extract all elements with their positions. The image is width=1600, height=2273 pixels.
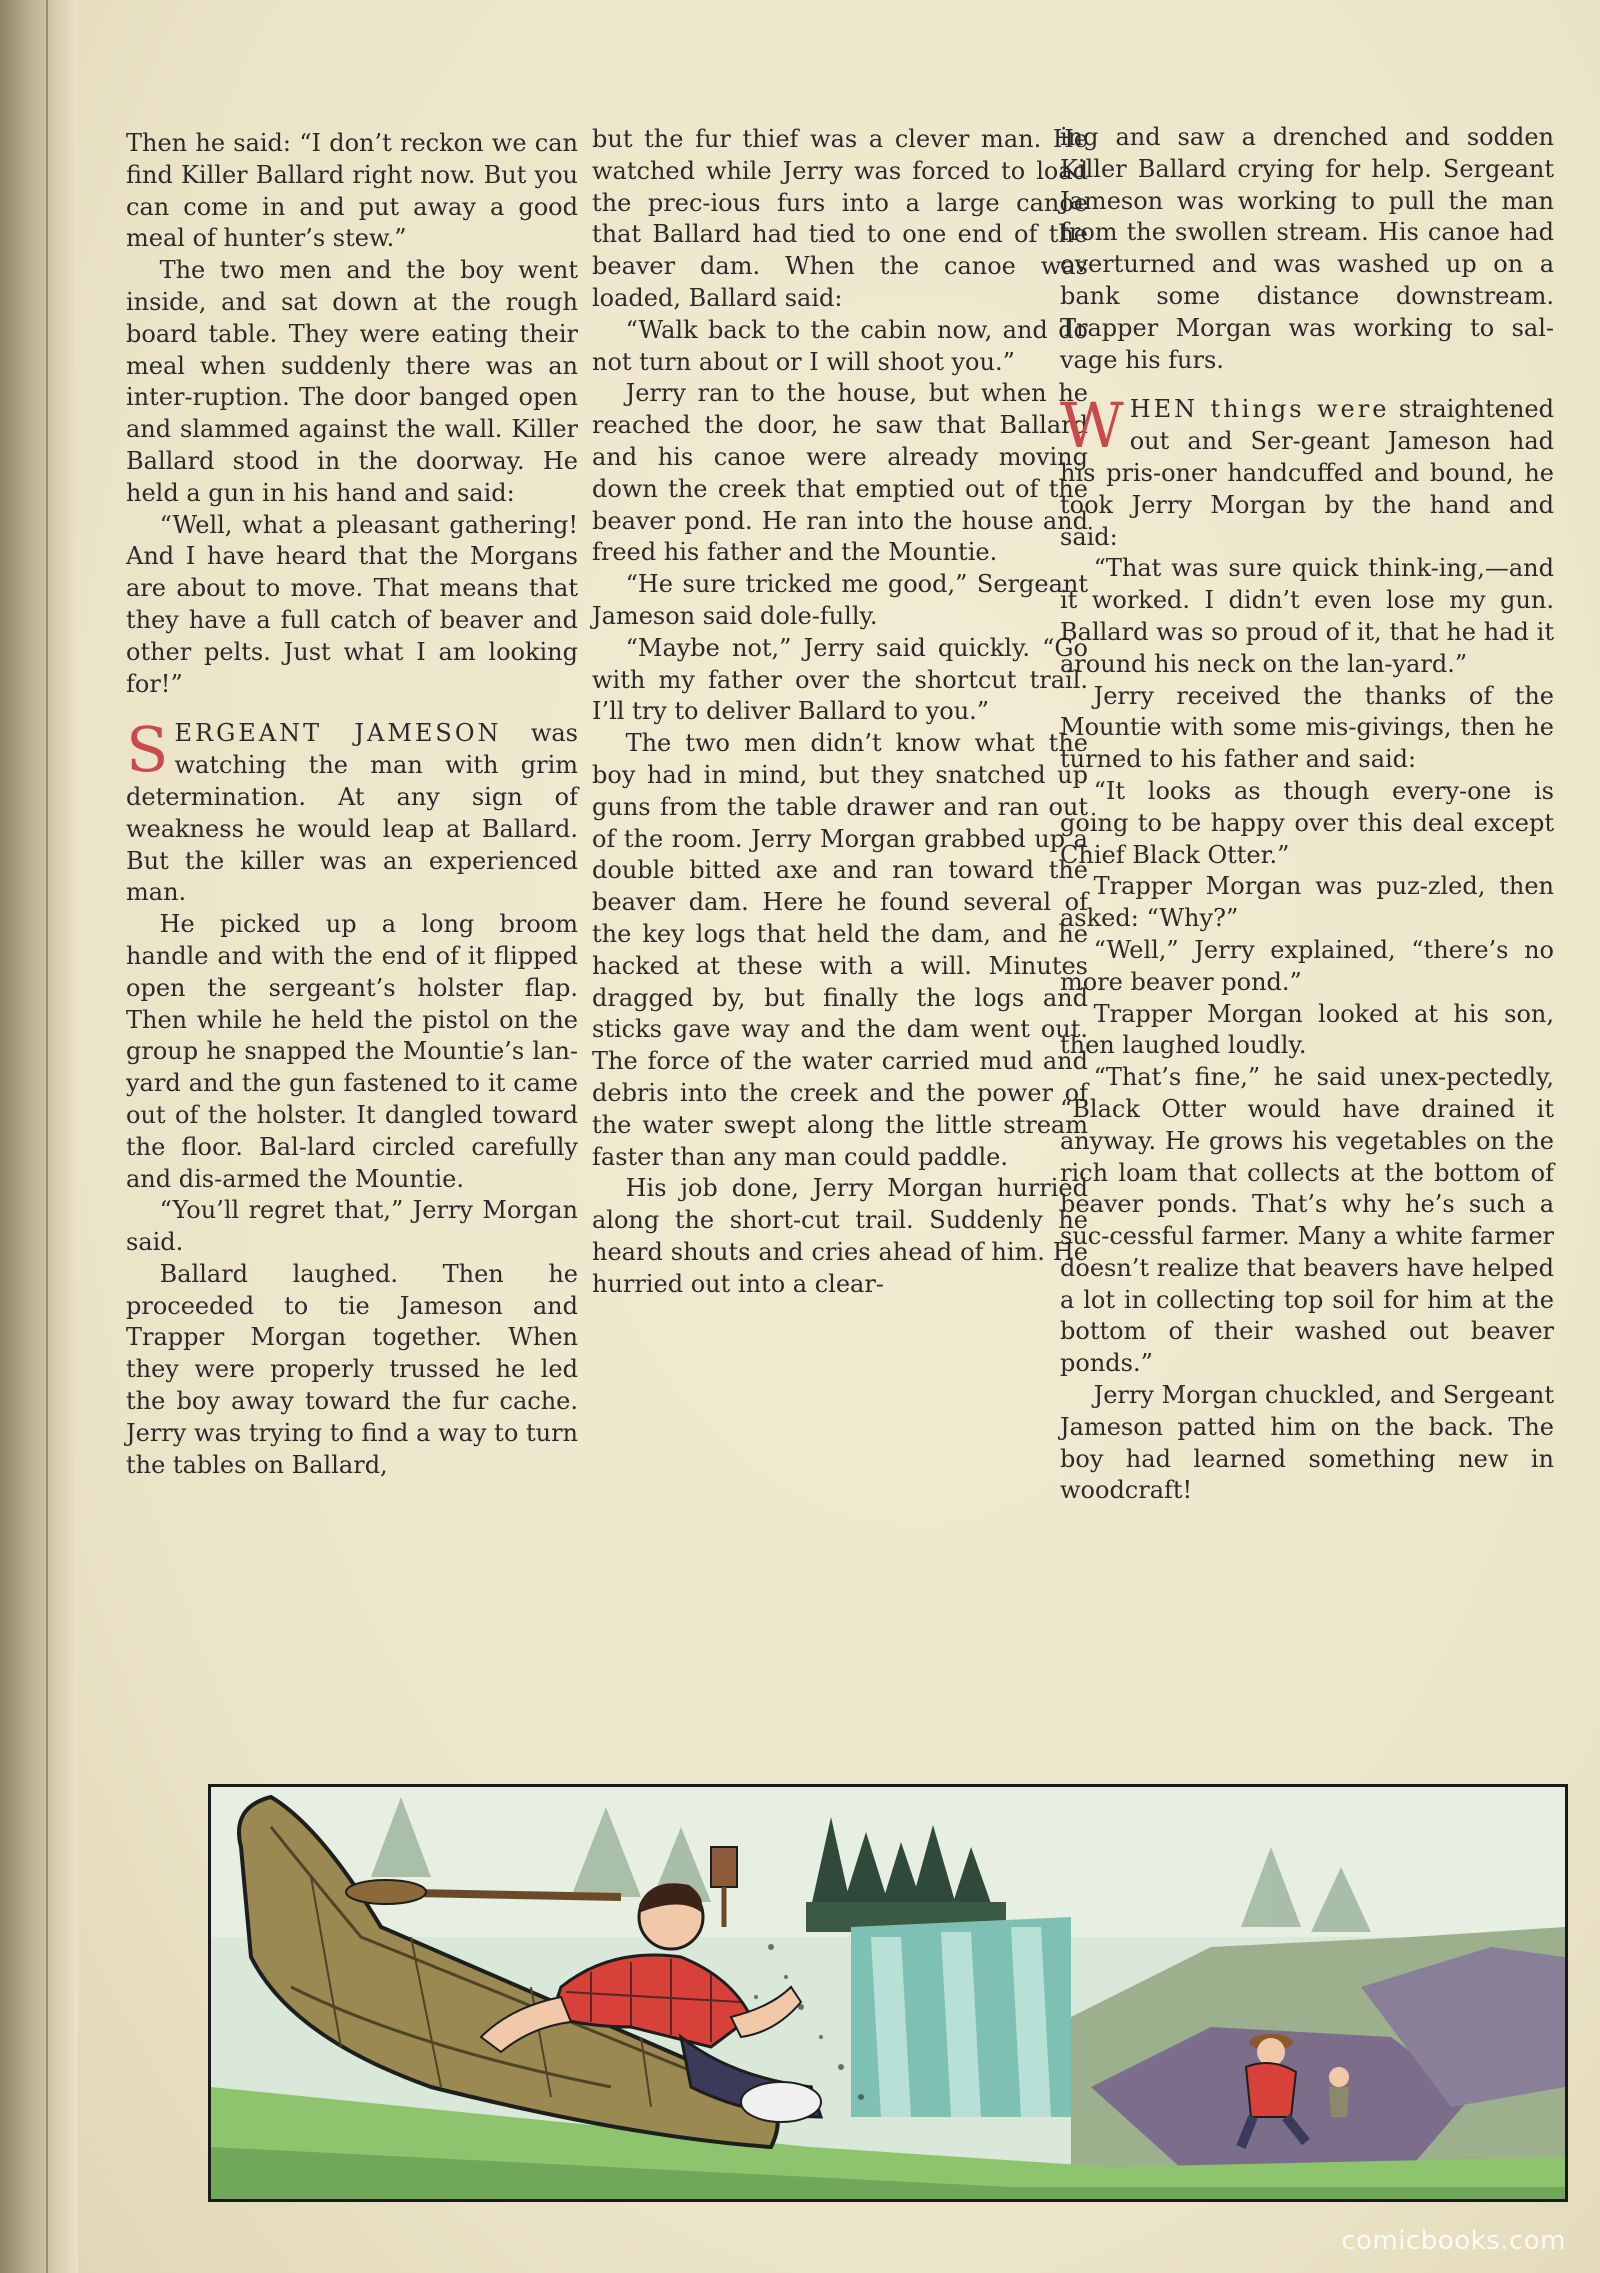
- paragraph: “He sure tricked me good,” Sergeant Jameson said dole-fully.: [592, 570, 1088, 630]
- paragraph: The two men didn’t know what the boy had in mind, but they snatched up guns from the table drawer and ran out of the room. Jerry Morgan grabbed up a double bitted axe and ran toward the beaver dam. Here he found several of the key logs that held the dam, and he hacked at these with a will. Minutes dragged by, but finally the logs and sticks gave way and the dam went out. The force of the water carried mud and debris into the creek and the power of the water swept along the little stream faster than any man could paddle.: [592, 729, 1088, 1171]
- section-body-text: straightened out and Ser-geant Jameson had his pris-oner handcuffed and bound, he took Jerry Morgan by the hand and said:: [1060, 395, 1554, 551]
- comic-illustration-panel: [208, 1784, 1568, 2202]
- comic-text-page: [78, 0, 1600, 2273]
- paragraph: ing and saw a drenched and sodden Killer Ballard crying for help. Sergeant Jameson was working to pull the man from the swollen stream. His canoe had overturned and was washed up on a bank some distance downstream. Trapper Morgan was working to sal-vage his furs.: [1060, 123, 1554, 374]
- paragraph: Trapper Morgan looked at his son, then laughed loudly.: [1060, 999, 1554, 1060]
- paragraph: Jerry received the thanks of the Mountie with some mis-givings, then he turned to his father and said:: [1060, 681, 1554, 774]
- paragraph: but the fur thief was a clever man. He watched while Jerry was forced to load the prec-ious furs into a large canoe that Ballard had tied to one end of the beaver dam. When the canoe was loaded, Ballard said:: [592, 125, 1088, 312]
- paragraph: “You’ll regret that,” Jerry Morgan said.: [126, 1196, 578, 1257]
- paragraph: His job done, Jerry Morgan hurried along the short-cut trail. Suddenly he heard shouts and cries ahead of him. He hurried out into a clear-: [592, 1174, 1088, 1298]
- paragraph: Jerry Morgan chuckled, and Sergeant Jameson patted him on the back. The boy had learned something new in woodcraft!: [1060, 1381, 1554, 1505]
- drop-cap: S: [126, 713, 169, 787]
- paragraph: Jerry ran to the house, but when he reached the door, he saw that Ballard and his canoe were already moving down the creek that emptied out of the beaver pond. He ran into the house and freed his father and the Mountie.: [592, 379, 1088, 567]
- text-column-1: [126, 128, 578, 1481]
- paragraph: “Well, what a pleasant gathering! And I have heard that the Morgans are about to move. That means that they have a full catch of beaver and other pelts. Just what I am looking for!”: [126, 510, 578, 698]
- paragraph: Then he said: “I don’t reckon we can find Killer Ballard right now. But you can come in and put away a good meal of hunter’s stew.”: [126, 129, 578, 253]
- paragraph: “That was sure quick think-ing,—and it worked. I didn’t even lose my gun. Ballard was so proud of it, that he had it around his neck on the lan-yard.”: [1060, 554, 1554, 678]
- section-start-paragraph: [1060, 389, 1554, 553]
- section-lead-text: HEN things were: [1129, 395, 1390, 424]
- watermark-text: comicbooks.com: [1341, 2226, 1566, 2256]
- paragraph: Ballard laughed. Then he proceeded to tie Jameson and Trapper Morgan together. When they were properly trussed he led the boy away toward the fur cache. Jerry was trying to find a way to turn the tables on Ballard,: [126, 1259, 578, 1479]
- paragraph: “Maybe not,” Jerry said quickly. “Go with my father over the shortcut trail. I’ll try to deliver Ballard to you.”: [592, 633, 1088, 726]
- waterfall-icon: [851, 1917, 1071, 2117]
- section-start-paragraph: [126, 713, 578, 909]
- binding-line: [46, 0, 48, 2273]
- paragraph: He picked up a long broom handle and with the end of it flipped open the sergeant’s holster flap. Then while he held the pistol on the group he snapped the Mountie’s lan-yard and the gun fastened to it came out of the holster. It dangled toward the floor. Bal-lard circled carefully and dis-armed the Mountie.: [126, 910, 578, 1193]
- page-gutter: [0, 0, 78, 2273]
- canoe-scene-illustration: [211, 1787, 1565, 2199]
- text-column-2: [592, 124, 1088, 1300]
- paragraph: Trapper Morgan was puz-zled, then asked: “Why?”: [1060, 872, 1554, 933]
- paragraph: “It looks as though every-one is going to be happy over this deal except Chief Black Otter.”: [1060, 776, 1554, 869]
- drop-cap: W: [1060, 389, 1124, 463]
- text-column-3: [1060, 122, 1554, 1507]
- paragraph: The two men and the boy went inside, and sat down at the rough board table. They were eating their meal when suddenly there was an inter-ruption. The door banged open and slammed against the wall. Killer Ballard stood in the doorway. He held a gun in his hand and said:: [126, 256, 578, 507]
- section-body-text: was watching the man with grim determination. At any sign of weakness he would leap at Ballard. But the killer was an experienced man.: [126, 719, 578, 907]
- paragraph: “That’s fine,” he said unex-pectedly, “Black Otter would have drained it anyway. He grows his vegetables on the rich loam that collects at the bottom of beaver ponds. That’s why he’s such a suc-cessful farmer. Many a white farmer doesn’t realize that beavers have helped a lot in collecting top soil for him at the bottom of their washed out beaver ponds.”: [1060, 1063, 1554, 1378]
- paragraph: “Walk back to the cabin now, and do not turn about or I will shoot you.”: [592, 315, 1088, 376]
- paragraph: “Well,” Jerry explained, “there’s no more beaver pond.”: [1060, 935, 1554, 996]
- section-lead-text: ERGEANT JAMESON: [174, 719, 502, 748]
